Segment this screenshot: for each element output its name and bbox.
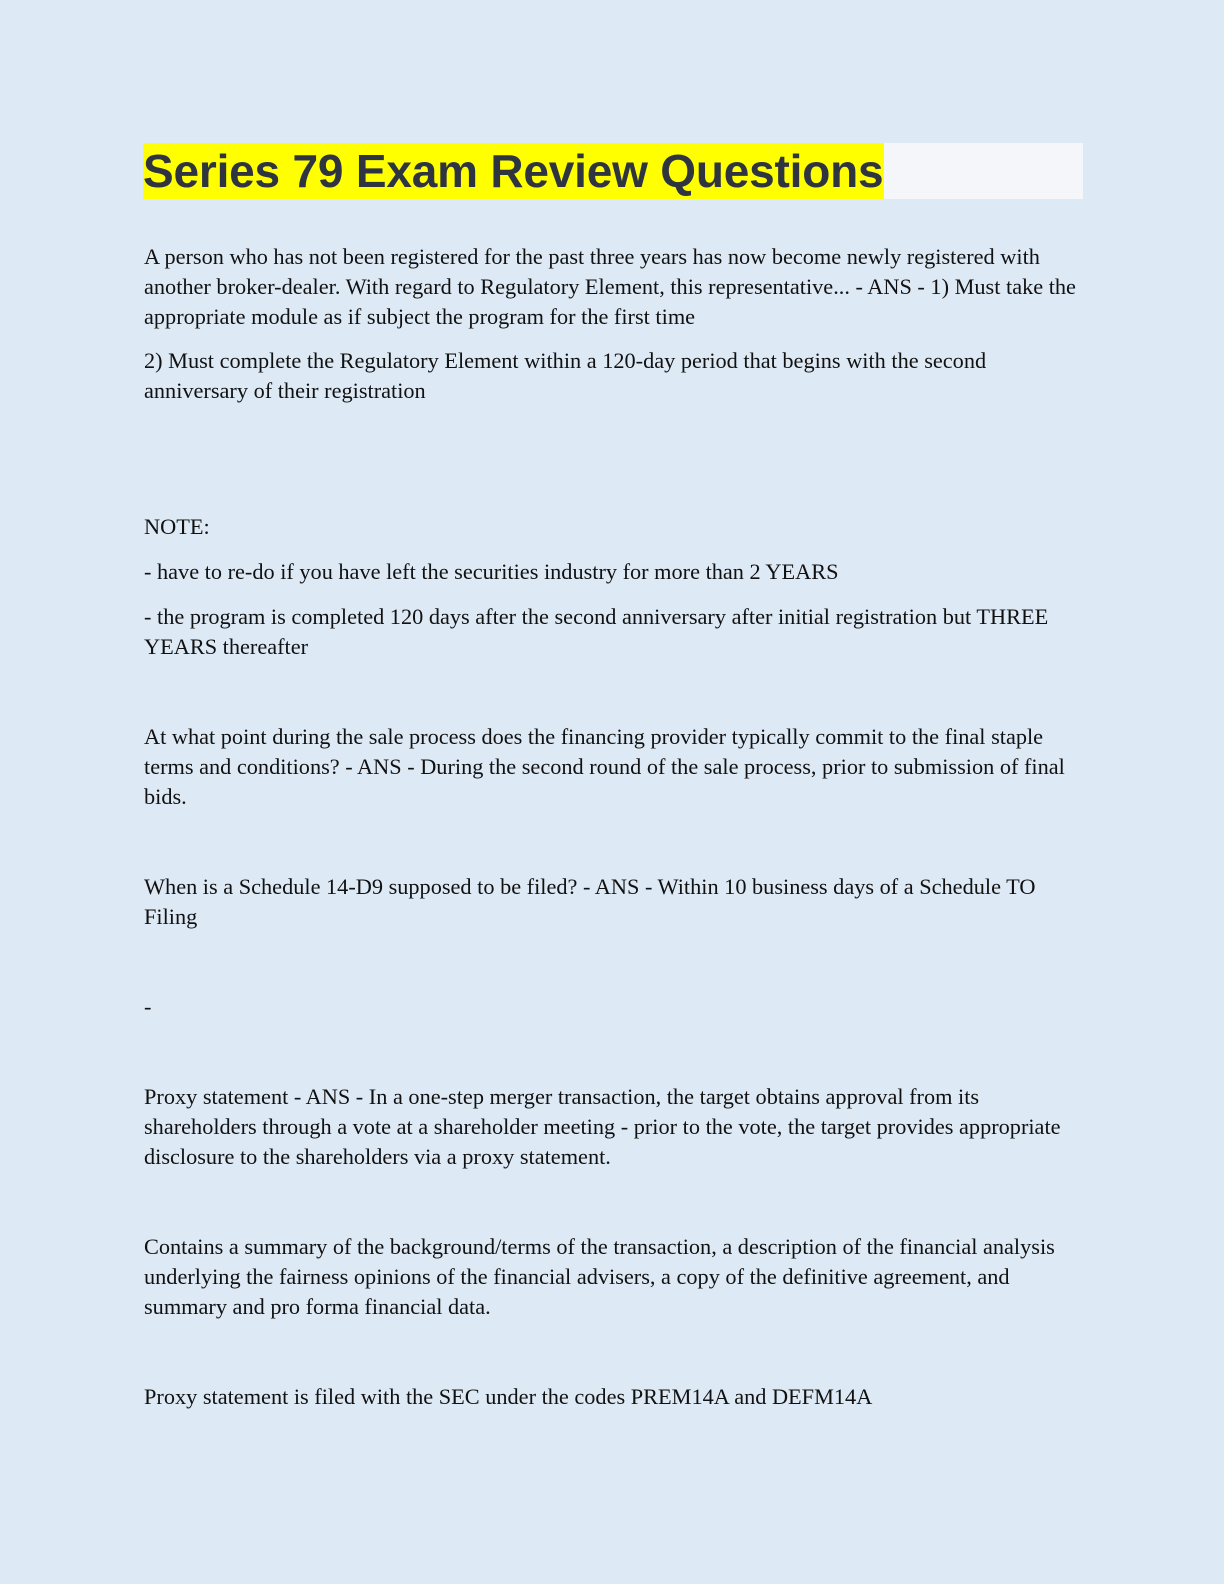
- proxy-statement-sec-codes: Proxy statement is filed with the SEC under the codes PREM14A and DEFM14A: [144, 1384, 873, 1409]
- question-regulatory-element: A person who has not been registered for the past three years has now become newly registered with another broker-dealer. With regard to Regulatory Element, this representative... - ANS - 1) Must take the appropriate module as if subject the program for the first time: [144, 244, 1076, 329]
- question-staple-financing: At what point during the sale process does the financing provider typically commit to the final staple terms and conditions? - ANS - During the second round of the sale process, prior to submission of final bids.: [144, 724, 1065, 809]
- document-title: Series 79 Exam Review Questions: [143, 145, 884, 197]
- question-proxy-statement: Proxy statement - ANS - In a one-step merger transaction, the target obtains approval from its shareholders through a vote at a shareholder meeting - prior to the vote, the target provides appropriate disclosure to the shareholders via a proxy statement.: [144, 1084, 1061, 1169]
- question-schedule-14d9: When is a Schedule 14-D9 supposed to be filed? - ANS - Within 10 business days of a Schedule TO Filing: [144, 874, 1036, 929]
- separator-dash: -: [144, 994, 152, 1019]
- proxy-statement-contents: Contains a summary of the background/terms of the transaction, a description of the financial analysis underlying the fairness opinions of the financial advisers, a copy of the definitive agreement, and summary and pro forma financial data.: [144, 1234, 1055, 1319]
- note-heading: NOTE:: [144, 514, 210, 539]
- note-item-1: - have to re-do if you have left the securities industry for more than 2 YEARS: [144, 559, 839, 584]
- note-item-2: - the program is completed 120 days after the second anniversary after initial registration but THREE YEARS thereafter: [144, 604, 1049, 659]
- answer-regulatory-element-part-2: 2) Must complete the Regulatory Element within a 120-day period that begins with the second anniversary of their registration: [144, 348, 987, 403]
